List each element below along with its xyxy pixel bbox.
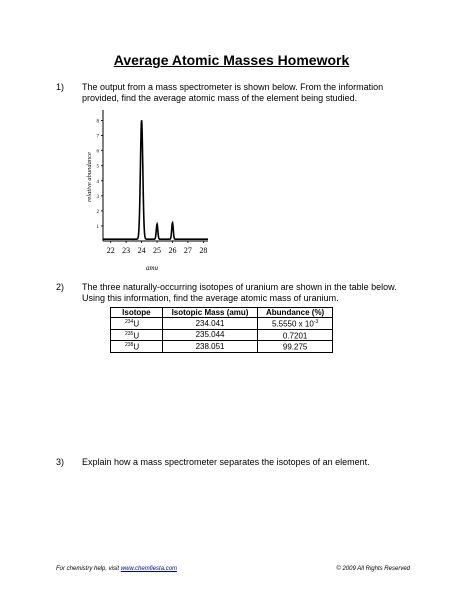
- x-tick-label: 22: [106, 246, 115, 255]
- x-tick-label: 28: [199, 246, 208, 255]
- y-tick-label: 7: [96, 134, 99, 140]
- isotope-cell: $^{235}$U: [111, 329, 163, 341]
- y-tick-label: 1: [96, 224, 99, 230]
- mass-spectrum-chart: [85, 105, 215, 275]
- isotope-cell: $^{238}$U: [111, 341, 163, 353]
- isotope-table: [110, 307, 333, 353]
- x-tick-label: 25: [153, 246, 162, 255]
- abundance-cell: 99.275: [258, 341, 333, 353]
- question-3-text: Explain how a mass spectrometer separates the isotopes of an element.: [82, 457, 370, 467]
- y-tick-label: 8: [96, 119, 99, 125]
- question-1-number: 1): [56, 82, 65, 92]
- mass-cell: 238.051: [162, 341, 257, 353]
- question-3-number: 3): [56, 457, 65, 467]
- table-row: [111, 318, 333, 330]
- y-tick-label: 4: [96, 179, 99, 185]
- header-abundance: Abundance (%): [258, 308, 333, 318]
- isotope-cell: $^{234}$U: [111, 318, 163, 330]
- mass-cell: 235.044: [162, 329, 257, 341]
- y-axis-label: relative abundance: [86, 152, 93, 202]
- abundance-cell: 5.5550 x $10^{-3}$: [258, 318, 333, 330]
- question-1-text: The output from a mass spectrometer is shown below. From the information provided, find the average atomic mass of the element being studied.: [82, 82, 384, 103]
- table-row: [111, 329, 333, 341]
- footer-help: For chemistry help, visit www.chemfiesta.com: [56, 566, 178, 572]
- table-row: [111, 341, 333, 353]
- header-isotope: Isotope: [111, 308, 163, 318]
- header-isotopic-mass: Isotopic Mass (amu): [162, 308, 257, 318]
- y-tick-label: 5: [96, 164, 99, 170]
- x-tick-label: 27: [183, 246, 192, 255]
- x-tick-label: 24: [137, 246, 146, 255]
- y-tick-label: 2: [96, 209, 99, 215]
- question-2-number: 2): [56, 282, 65, 292]
- x-tick-label: 26: [168, 246, 177, 255]
- spectrum-trace: [103, 120, 208, 239]
- abundance-cell: 0.7201: [258, 329, 333, 341]
- question-2-text: The three naturally-occurring isotopes of uranium are shown in the table below. Using this information, find the average atomic mass of uranium.: [82, 282, 397, 303]
- y-tick-label: 6: [96, 149, 99, 155]
- chemfiesta-link[interactable]: www.chemfiesta.com: [120, 566, 178, 572]
- x-tick-label: 23: [122, 246, 131, 255]
- x-axis-label: amu: [145, 264, 159, 272]
- page-title: Average Atomic Masses Homework: [113, 52, 350, 68]
- y-tick-label: 3: [96, 194, 99, 200]
- footer-copyright: © 2009 All Rights Reserved: [336, 566, 410, 572]
- mass-cell: 234.041: [162, 318, 257, 330]
- table-header-row: [111, 308, 333, 318]
